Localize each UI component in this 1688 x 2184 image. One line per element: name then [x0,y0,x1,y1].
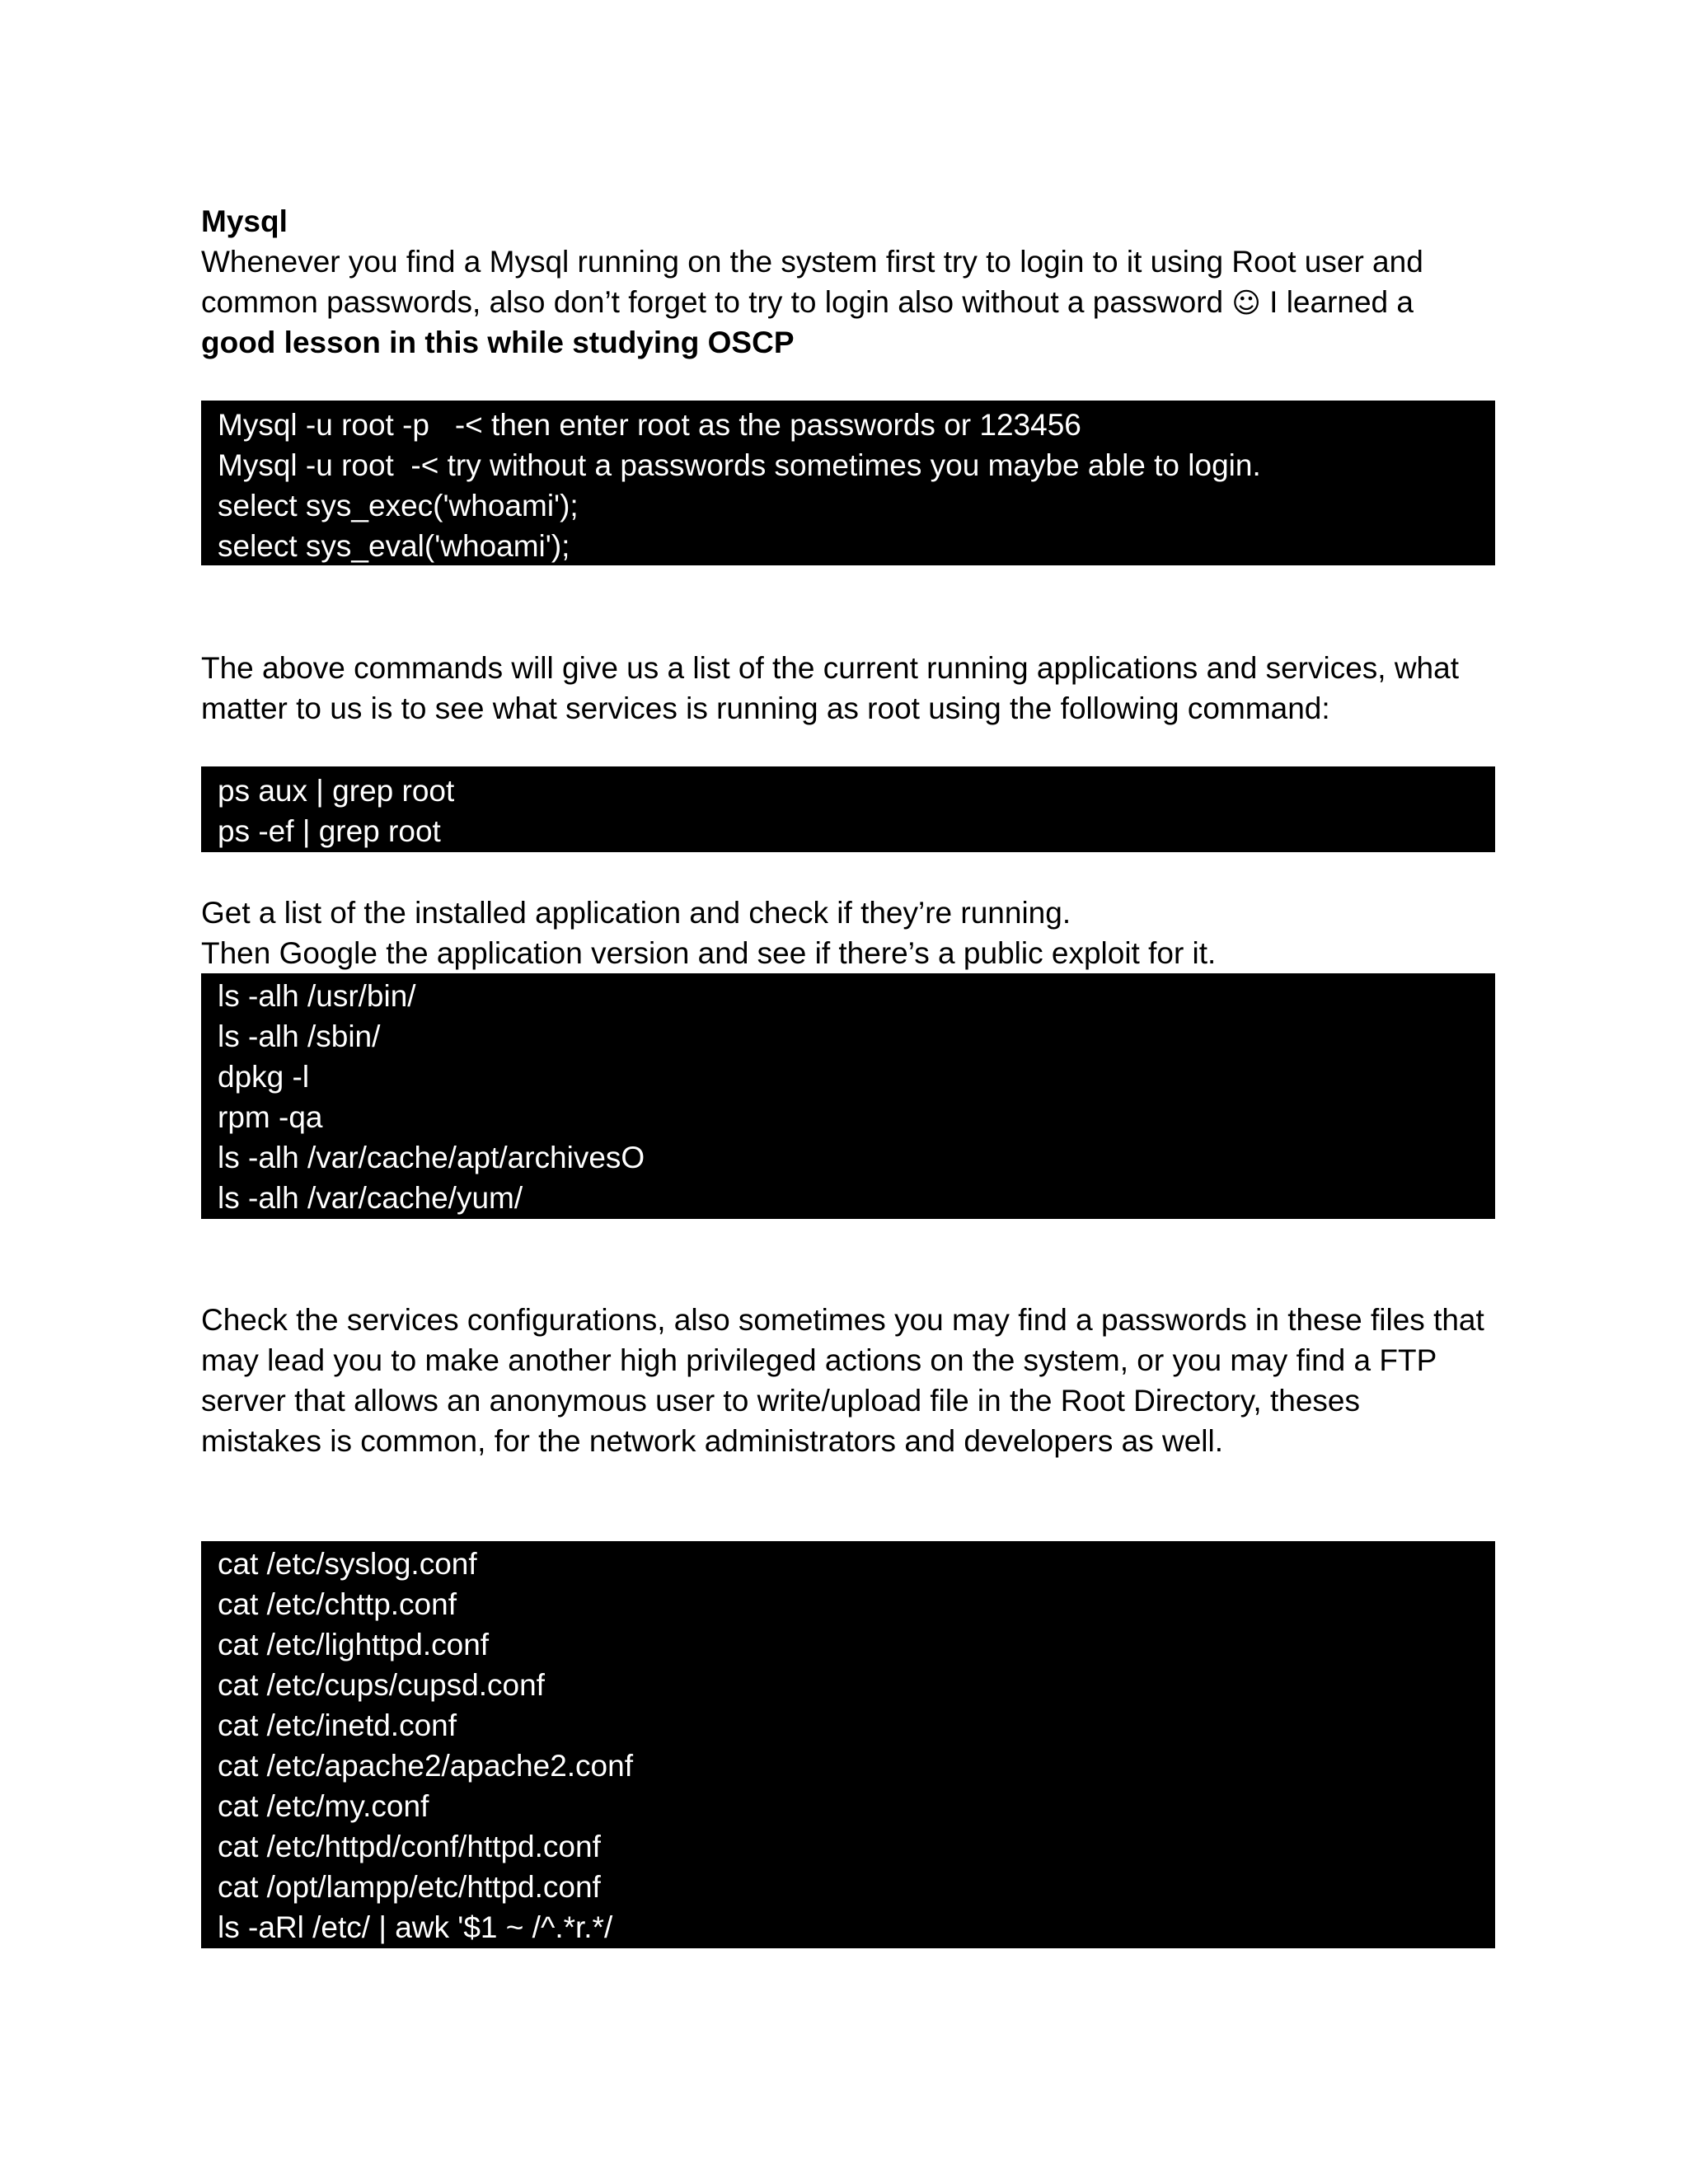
code-line: ps aux | grep root [218,774,455,808]
code-line: cat /opt/lampp/etc/httpd.conf [218,1870,601,1904]
paragraph-line: The above commands will give us a list of the current running applications and services, what [201,651,1459,685]
code-block-installed [201,973,1495,1219]
code-line: dpkg -l [218,1060,310,1094]
code-block-config [201,1541,1495,1948]
code-line: ls -alh /var/cache/apt/archivesO [218,1141,645,1174]
code-line: cat /etc/cups/cupsd.conf [218,1668,545,1702]
paragraph-line: mistakes is common, for the network administrators and developers as well. [201,1424,1224,1458]
code-block-ps [201,766,1495,852]
section-title: Mysql [201,204,288,238]
paragraph-line: Check the services configurations, also sometimes you may find a passwords in these files that [201,1303,1484,1337]
code-line: cat /etc/syslog.conf [218,1547,477,1581]
intro-line-3: good lesson in this while studying OSCP [201,326,795,359]
code-line: cat /etc/apache2/apache2.conf [218,1749,633,1783]
code-line: select sys_eval('whoami'); [218,529,570,563]
code-line: ps -ef | grep root [218,814,441,848]
code-line: cat /etc/chttp.conf [218,1587,457,1621]
code-line: ls -aRl /etc/ | awk '$1 ~ /^.*r.*/ [218,1910,613,1944]
code-line: Mysql -u root -p -< then enter root as the passwords or 123456 [218,408,1081,442]
intro-line-2 [201,282,1414,322]
code-block-mysql [201,401,1495,565]
code-line: ls -alh /var/cache/yum/ [218,1181,523,1215]
code-line: cat /etc/httpd/conf/httpd.conf [218,1830,601,1863]
paragraph-line: server that allows an anonymous user to write/upload file in the Root Directory, theses [201,1384,1360,1418]
code-line: cat /etc/inetd.conf [218,1708,457,1742]
code-line: ls -alh /sbin/ [218,1019,381,1053]
code-line: ls -alh /usr/bin/ [218,979,416,1013]
intro-line-2-tail: I learned a [1260,285,1414,319]
code-line: cat /etc/lighttpd.conf [218,1628,490,1661]
paragraph-line: Then Google the application version and see if there’s a public exploit for it. [201,936,1217,970]
paragraph-line: Get a list of the installed application and check if they’re running. [201,896,1071,930]
intro-line-2-text: common passwords, also don’t forget to try to login also without a password [201,285,1232,319]
code-line: select sys_exec('whoami'); [218,489,579,523]
code-line: rpm -qa [218,1100,323,1134]
code-line: Mysql -u root -< try without a passwords sometimes you maybe able to login. [218,448,1261,482]
smiley-icon: ☺ [1231,287,1261,320]
paragraph-line: matter to us is to see what services is running as root using the following command: [201,691,1330,725]
paragraph-line: may lead you to make another high privileged actions on the system, or you may find a FTP [201,1343,1437,1377]
intro-line-1: Whenever you find a Mysql running on the system first try to login to it using Root user and [201,245,1423,279]
code-line: cat /etc/my.conf [218,1789,429,1823]
